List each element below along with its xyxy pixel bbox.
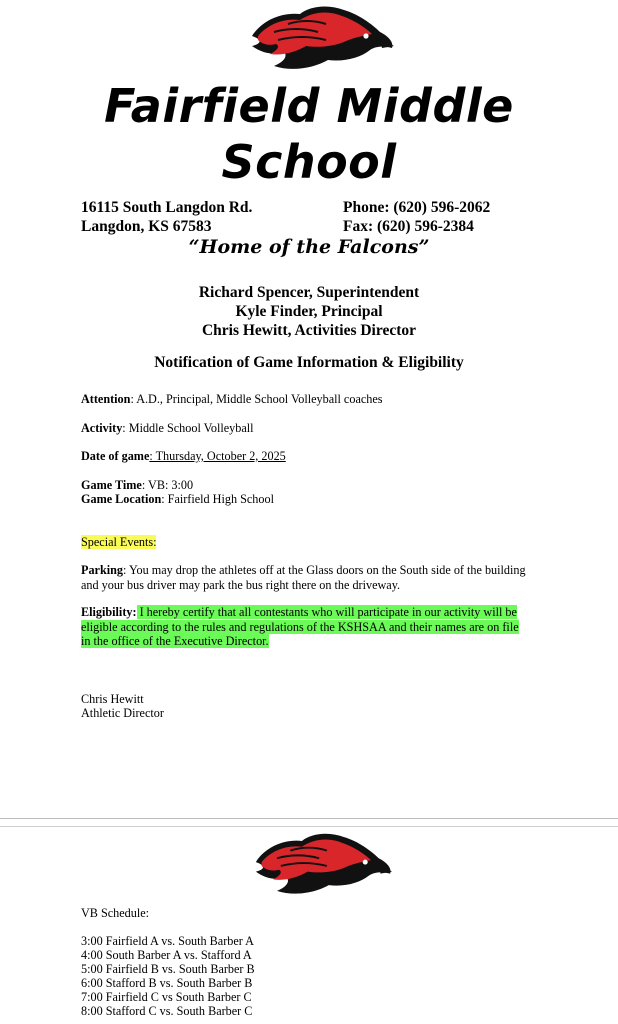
schedule-game: 5:00 Fairfield B vs. South Barber B [81, 962, 255, 976]
address-city: Langdon, KS 67583 [81, 218, 212, 235]
staff-superintendent: Richard Spencer, Superintendent [198, 284, 420, 301]
time-line [81, 478, 193, 492]
school-name-line2: School [221, 135, 397, 189]
contact-block [343, 198, 490, 236]
location-value: : Fairfield High School [161, 492, 274, 506]
location-label: Game Location [81, 492, 162, 506]
activity-line [81, 421, 254, 435]
activity-label: Activity [81, 421, 123, 435]
falcon-logo-icon [252, 828, 394, 900]
school-motto: “Home of the Falcons” [188, 236, 430, 258]
date-line [81, 449, 286, 463]
activity-value: : Middle School Volleyball [122, 421, 254, 435]
time-label: Game Time [81, 478, 142, 492]
special-events-line [81, 535, 156, 549]
eligibility-text: I hereby certify that all contestants who will participate in our activity will be eligible according to the rules and regulations of the KSHSAA and their names are on file in the office of the Executive Director. [81, 605, 519, 648]
parking-text: : You may drop the athletes off at the Glass doors on the South side of the building and your bus driver may park the bus right there on the driveway. [81, 563, 526, 592]
falcon-logo-icon [248, 2, 396, 74]
eligibility-paragraph [81, 605, 531, 649]
schedule-game: 3:00 Fairfield A vs. South Barber A [81, 934, 254, 948]
parking-label: Parking [81, 563, 123, 577]
date-value: : Thursday, October 2, 2025 [149, 449, 286, 463]
staff-activities-director: Chris Hewitt, Activities Director [201, 322, 417, 339]
schedule-game: 7:00 Fairfield C vs South Barber C [81, 990, 252, 1004]
school-name-line1: Fairfield Middle [104, 79, 514, 133]
time-value: : VB: 3:00 [141, 478, 194, 492]
phone-number: Phone: (620) 596-2062 [343, 199, 491, 216]
special-events-heading: Special Events: [81, 535, 157, 549]
schedule-game: 8:00 Stafford C vs. South Barber C [81, 1004, 253, 1018]
schedule-game: 6:00 Stafford B vs. South Barber B [81, 976, 253, 990]
staff-principal: Kyle Finder, Principal [235, 303, 383, 320]
date-label: Date of game [81, 449, 150, 463]
page-divider [0, 818, 618, 819]
notice-title: Notification of Game Information & Eligibility [154, 354, 464, 371]
schedule-heading: VB Schedule: [81, 906, 150, 920]
address-block [81, 198, 252, 236]
fax-number: Fax: (620) 596-2384 [343, 218, 474, 235]
signature-title: Athletic Director [81, 706, 164, 720]
address-street: 16115 South Langdon Rd. [81, 199, 253, 216]
attention-label: Attention [81, 392, 131, 406]
schedule-game: 4:00 South Barber A vs. Stafford A [81, 948, 252, 962]
staff-list [0, 283, 618, 340]
eligibility-label: Eligibility: [81, 605, 137, 619]
signature-name: Chris Hewitt [81, 692, 144, 706]
parking-paragraph [81, 563, 531, 592]
attention-value: : A.D., Principal, Middle School Volleyball coaches [130, 392, 383, 406]
page-divider-shadow [0, 826, 618, 827]
location-line [81, 492, 274, 506]
attention-line [81, 392, 383, 406]
